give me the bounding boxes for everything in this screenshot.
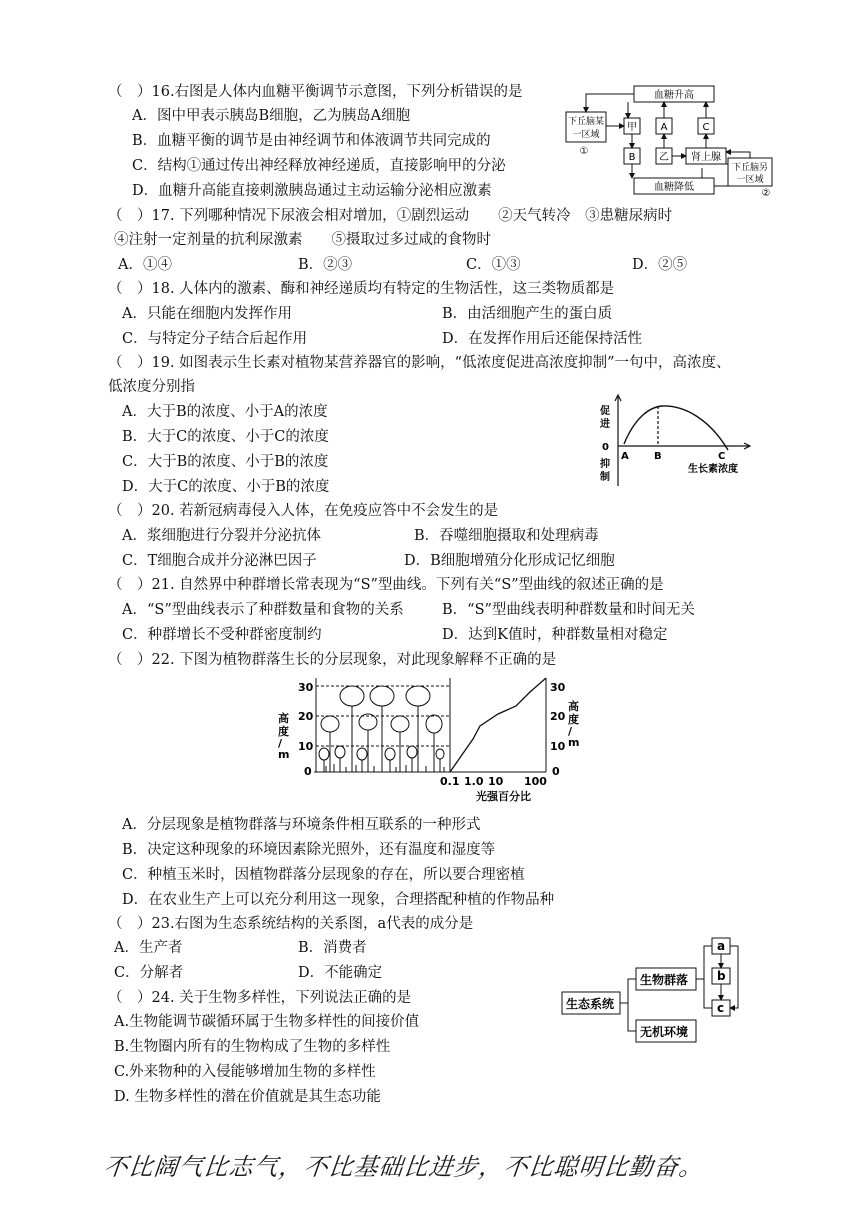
node-b: b	[717, 969, 726, 983]
point-a: A	[621, 451, 629, 462]
svg-text:m: m	[568, 736, 580, 749]
point-b: B	[654, 451, 662, 462]
q20-option-a: A．浆细胞进行分裂并分泌抗体	[122, 528, 321, 544]
a-label: A	[660, 122, 668, 133]
q24-option-d: D. 生物多样性的潜在价值就是其生态功能	[114, 1089, 381, 1105]
q21-option-d: D．达到K值时，种群数量相对稳定	[442, 627, 668, 643]
ytick-right-10: 10	[550, 740, 566, 753]
q16-option-c: C．结构①通过传出神经释放神经递质，直接影响甲的分泌	[132, 158, 506, 174]
q19-option-c: C．大于B的浓度、小于B的浓度	[122, 454, 329, 470]
svg-text:度: 度	[568, 713, 579, 726]
node-c: c	[717, 1001, 725, 1015]
node-a: a	[717, 939, 726, 953]
yi-label: 乙	[659, 152, 669, 163]
footer-motto: 不比阔气比志气，不比基础比进步，不比聪明比勤奋。	[102, 1153, 706, 1181]
community-label: 生物群落	[640, 973, 689, 987]
ytick-20: 20	[298, 710, 314, 723]
stratification-figure	[268, 674, 580, 806]
svg-text:度: 度	[278, 725, 289, 738]
q17-option-a: A．①④	[118, 257, 172, 273]
q18-option-c: C．与特定分子结合后起作用	[122, 331, 308, 347]
q22-option-a: A．分层现象是植物群落与环境条件相互联系的一种形式	[122, 817, 481, 833]
q19-option-b: B．大于C的浓度、小于C的浓度	[122, 429, 329, 445]
x-axis-label: 生长素浓度	[688, 464, 738, 475]
mark-1: ①	[579, 146, 589, 157]
q19-option-a: A．大于B的浓度、小于A的浓度	[122, 404, 328, 420]
svg-text:/: /	[278, 737, 283, 750]
point-c: C	[718, 451, 726, 462]
hypothalamus-a-l1: 下丘脑某	[567, 117, 605, 127]
q21-stem: （ ）21. 自然界中种群增长常表现为“S”型曲线。下列有关“S”型曲线的叙述正确的是	[108, 577, 664, 593]
q18-option-b: B．由活细胞产生的蛋白质	[442, 306, 613, 322]
q21-option-b: B．“S”型曲线表明种群数量和时间无关	[442, 602, 695, 618]
q21-option-c: C．种群增长不受种群密度制约	[122, 627, 322, 643]
inhibit-2: 制	[600, 472, 610, 483]
hypothalamus-a-l2: 一区域	[572, 130, 600, 140]
blood-sugar-diagram	[562, 82, 784, 198]
q24-option-a: A.生物能调节碳循环属于生物多样性的间接价值	[114, 1014, 420, 1030]
q19-line2: 低浓度分别指	[108, 379, 195, 395]
ytick-right-20: 20	[550, 710, 566, 723]
q22-option-b: B．决定这种现象的环境因素除光照外，还有温度和湿度等	[122, 842, 496, 858]
svg-text:/: /	[568, 725, 573, 738]
b-label: B	[628, 152, 636, 163]
svg-text:m: m	[278, 748, 290, 761]
q18-stem: （ ）18. 人体内的激素、酶和神经递质均有特定的生物活性，这三类物质都是	[108, 281, 615, 297]
q16-stem: （ ）16.右图是人体内血糖平衡调节示意图，下列分析错误的是	[108, 84, 523, 100]
xtick-100: 100	[524, 775, 547, 788]
ytick-10: 10	[298, 740, 314, 753]
ylabel-left: 高	[278, 712, 289, 725]
q17-line2: ④注射一定剂量的抗利尿激素 ⑤摄取过多过咸的食物时	[114, 232, 491, 248]
hypothalamus-b-l2: 一区域	[736, 175, 764, 185]
ytick-right-30: 30	[550, 681, 566, 694]
q16-option-a: A．图中甲表示胰岛B细胞，乙为胰岛A细胞	[132, 108, 411, 124]
ecosystem-label: 生态系统	[566, 997, 615, 1011]
auxin-graph	[590, 392, 770, 488]
inhibit-1: 抑	[600, 459, 610, 470]
blood-sugar-low: 血糖降低	[654, 182, 694, 193]
q22-stem: （ ）22. 下图为植物群落生长的分层现象，对此现象解释不正确的是	[108, 652, 557, 668]
q22-option-d: D．在农业生产上可以充分利用这一现象，合理搭配种植的作物品种	[122, 892, 555, 908]
q21-option-a: A．“S”型曲线表示了种群数量和食物的关系	[122, 602, 404, 618]
mark-2: ②	[761, 188, 771, 198]
promote-1: 促	[600, 406, 610, 417]
q17-option-b: B．②③	[298, 257, 353, 273]
promote-2: 进	[600, 419, 610, 430]
hypothalamus-b-l1: 下丘脑另	[731, 163, 769, 173]
xtick-1.0: 1.0	[464, 775, 484, 788]
xtick-10: 10	[488, 775, 504, 788]
environment-label: 无机环境	[640, 1025, 689, 1039]
ecosystem-diagram	[560, 934, 744, 1048]
xtick-0.1: 0.1	[440, 775, 460, 788]
ytick-30: 30	[298, 681, 314, 694]
q24-stem: （ ）24. 关于生物多样性，下列说法正确的是	[108, 990, 412, 1006]
q16-option-d: D．血糖升高能直接刺激胰岛通过主动运输分泌相应激素	[132, 183, 492, 199]
q24-option-c: C.外来物种的入侵能够增加生物的多样性	[114, 1064, 376, 1080]
q23-option-b: B．消费者	[298, 940, 367, 956]
q17-stem: （ ）17. 下列哪种情况下尿液会相对增加，①剧烈运动 ②天气转冷 ③患糖尿病时	[108, 208, 673, 224]
q20-stem: （ ）20. 若新冠病毒侵入人体，在免疫应答中不会发生的是	[108, 503, 499, 519]
q24-option-b: B.生物圈内所有的生物构成了生物的多样性	[114, 1039, 391, 1055]
q19-option-d: D．大于C的浓度、小于B的浓度	[122, 479, 330, 495]
q23-option-a: A．生产者	[114, 940, 183, 956]
q20-option-c: C．T细胞合成并分泌淋巴因子	[122, 553, 317, 569]
q18-option-d: D．在发挥作用后还能保持活性	[442, 331, 643, 347]
q19-stem: （ ）19. 如图表示生长素对植物某营养器官的影响，“低浓度促进高浓度抑制”一句中，高浓度、	[108, 355, 731, 371]
q17-option-c: C．①③	[466, 257, 521, 273]
c-label: C	[702, 122, 710, 133]
q20-option-d: D．B细胞增殖分化形成记忆细胞	[404, 553, 615, 569]
adrenal-label: 肾上腺	[691, 152, 721, 163]
q20-option-b: B．吞噬细胞摄取和处理病毒	[414, 528, 599, 544]
q23-stem: （ ）23.右图为生态系统结构的关系图，a代表的成分是	[108, 916, 474, 932]
q16-option-b: B．血糖平衡的调节是由神经调节和体液调节共同完成的	[132, 133, 491, 149]
jia-label: 甲	[627, 122, 637, 133]
q23-option-d: D．不能确定	[298, 965, 383, 981]
q17-option-d: D．②⑤	[632, 257, 688, 273]
ylabel-right: 高	[568, 700, 579, 713]
ytick-0: 0	[304, 765, 312, 778]
q22-option-c: C．种植玉米时，因植物群落分层现象的存在，所以要合理密植	[122, 867, 525, 883]
blood-sugar-high: 血糖升高	[654, 90, 694, 101]
q23-option-c: C．分解者	[114, 965, 184, 981]
zero-label: 0	[602, 442, 609, 453]
q18-option-a: A．只能在细胞内发挥作用	[122, 306, 292, 322]
xlabel: 光强百分比	[476, 790, 531, 803]
ytick-right-0: 0	[552, 765, 560, 778]
